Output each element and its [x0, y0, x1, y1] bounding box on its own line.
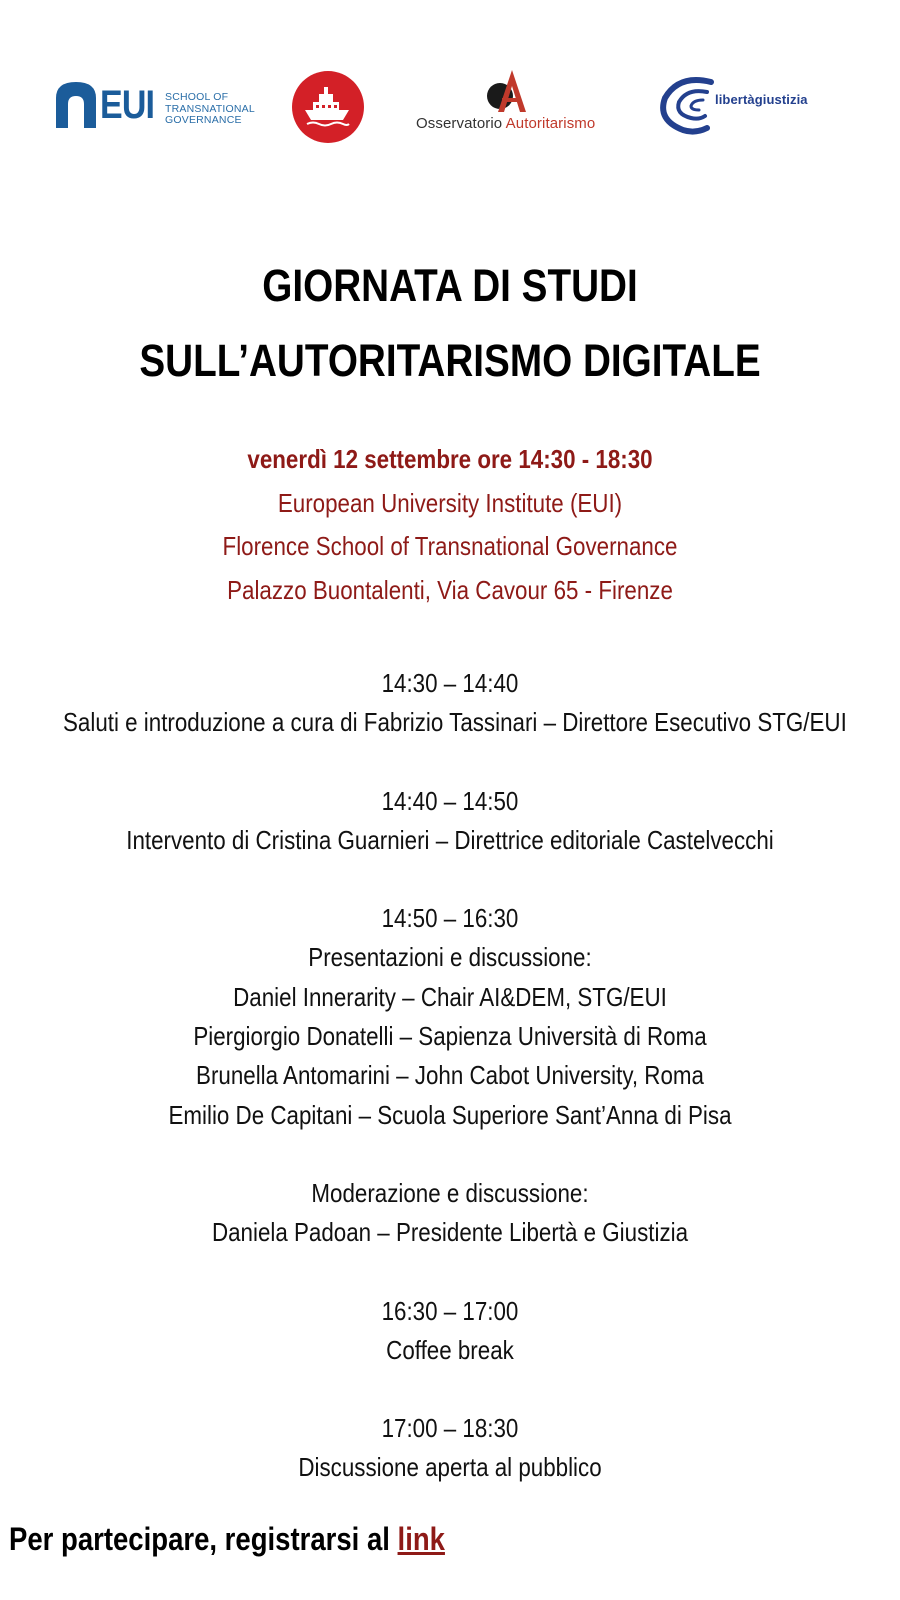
event-date-time: venerdì 12 settembre ore 14:30 - 18:30	[247, 444, 653, 474]
session-line: Piergiorgio Donatelli – Sapienza Università di Roma	[193, 1021, 707, 1052]
session-line: Discussione aperta al pubblico	[298, 1452, 602, 1483]
osservatorio-label	[416, 115, 595, 132]
title-line-2: SULL’AUTORITARISMO DIGITALE	[139, 335, 761, 386]
registration-text: Per partecipare, registrarsi al	[9, 1521, 398, 1557]
oa-monogram-icon	[416, 68, 616, 114]
event-info	[0, 438, 900, 612]
eui-building-icon	[54, 80, 98, 128]
session-line: Daniela Padoan – Presidente Libertà e Giustizia	[211, 1217, 689, 1248]
program-session	[0, 1409, 900, 1488]
event-school: Florence School of Transnational Governance	[222, 531, 678, 561]
program-schedule	[0, 664, 900, 1527]
session-line: Daniel Innerarity – Chair AI&DEM, STG/EUI	[233, 981, 667, 1012]
liberta-giustizia-label: libertàgiustizia	[715, 92, 808, 107]
program-session	[0, 1292, 900, 1371]
session-line: Saluti e introduzione a cura di Fabrizio Tassinari – Direttore Esecutivo STG/EUI	[63, 707, 847, 738]
session-line: Emilio De Capitani – Scuola Superiore Sant’Anna di Pisa	[168, 1099, 732, 1130]
session-line: Presentazioni e discussione:	[308, 942, 592, 973]
osservatorio-label-main: Osservatorio	[416, 115, 506, 132]
eui-logo	[54, 80, 264, 132]
program-session	[0, 782, 900, 861]
title-line-1: GIORNATA DI STUDI	[262, 260, 638, 311]
program-session	[0, 1174, 900, 1253]
program-session	[0, 899, 900, 1135]
page-title	[0, 248, 900, 398]
session-line: Coffee break	[386, 1334, 514, 1365]
event-institute: European University Institute (EUI)	[277, 487, 623, 518]
session-line: Brunella Antomarini – John Cabot University, Roma	[196, 1060, 704, 1091]
lg-swirl-icon	[659, 72, 723, 136]
session-line: Moderazione e discussione:	[311, 1177, 589, 1208]
ship-logo	[291, 70, 365, 144]
event-address: Palazzo Buontalenti, Via Cavour 65 - Firenze	[227, 574, 673, 605]
registration-cta	[9, 1518, 445, 1560]
eui-subtitle: SCHOOL OF TRANSNATIONAL GOVERNANCE	[165, 91, 255, 126]
registration-link[interactable]: link	[397, 1521, 445, 1557]
partner-logos	[0, 62, 900, 152]
osservatorio-logo	[416, 68, 616, 138]
session-time: 16:30 – 17:00	[381, 1295, 519, 1326]
ship-icon	[291, 70, 365, 144]
session-time: 14:50 – 16:30	[381, 903, 519, 934]
osservatorio-label-accent: Autoritarismo	[505, 115, 596, 132]
program-session	[0, 664, 900, 743]
session-time: 17:00 – 18:30	[381, 1413, 519, 1444]
session-line: Intervento di Cristina Guarnieri – Direttrice editoriale Castelvecchi	[126, 824, 774, 855]
session-time: 14:30 – 14:40	[381, 668, 519, 698]
session-time: 14:40 – 14:50	[381, 785, 519, 816]
liberta-giustizia-logo	[659, 72, 839, 136]
eui-wordmark: EUI	[100, 83, 155, 127]
